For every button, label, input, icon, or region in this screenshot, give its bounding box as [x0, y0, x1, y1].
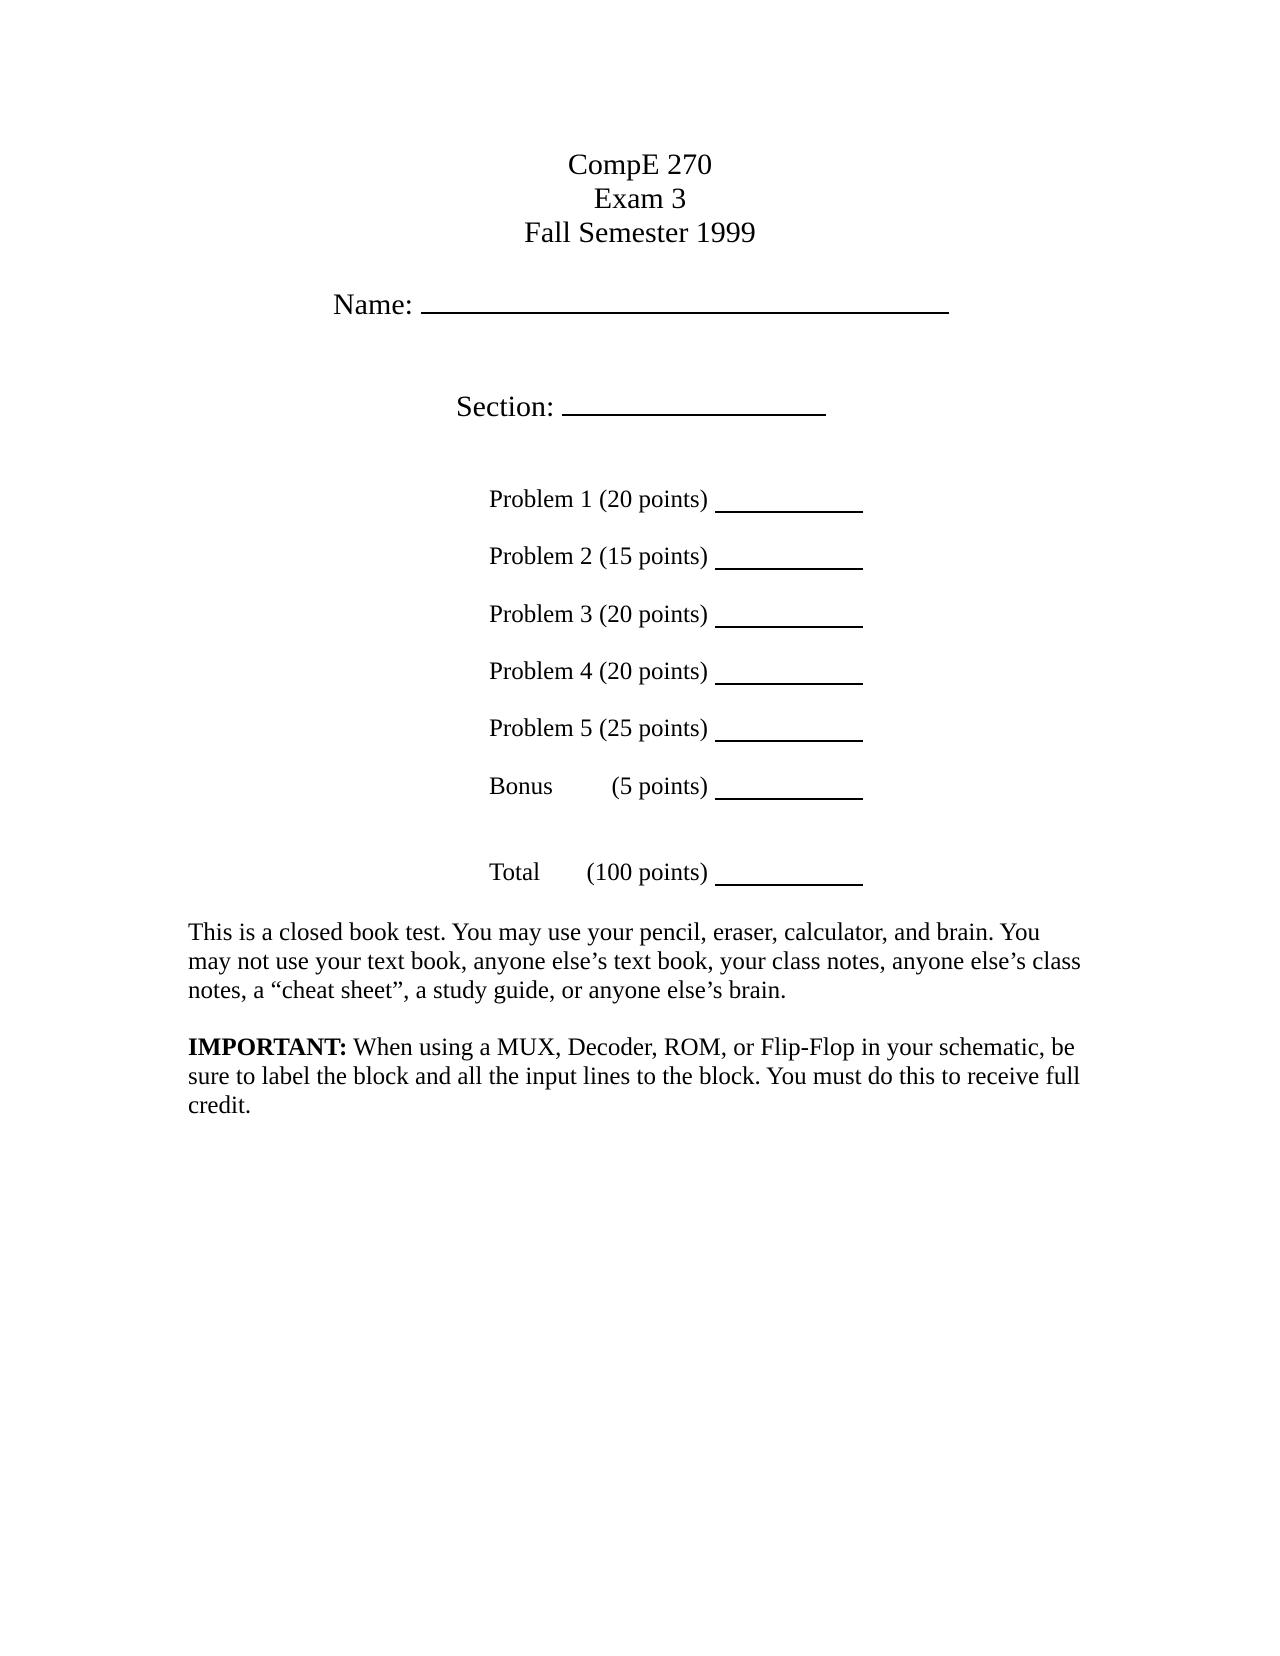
row-label: Problem 4	[489, 658, 593, 685]
score-blank[interactable]	[715, 884, 863, 886]
row-points: (100 points)	[586, 859, 708, 886]
name-field	[333, 286, 949, 322]
score-blank[interactable]	[715, 740, 863, 742]
row-points: (25 points)	[598, 715, 708, 742]
score-blank[interactable]	[715, 798, 863, 800]
score-blank[interactable]	[715, 626, 863, 628]
row-label: Total	[489, 859, 541, 886]
row-label: Problem 1	[489, 486, 593, 513]
important-label: IMPORTANT:	[188, 1034, 348, 1061]
closed-book-instructions: This is a closed book test. You may use your pencil, eraser, calculator, and brain. You may not use your text book, anyone else’s text book, your class notes, anyone else’s class notes, a “cheat sheet”, a study guide, or anyone else’s brain.	[188, 919, 1081, 1004]
exam-title: Exam 3	[593, 182, 687, 215]
course-title: CompE 270	[567, 148, 713, 181]
section-field	[456, 388, 826, 424]
score-row-problem-2	[489, 542, 869, 572]
score-row-problem-4	[489, 657, 869, 687]
name-blank[interactable]	[421, 286, 949, 314]
row-label: Problem 3	[489, 601, 593, 628]
important-instructions	[188, 1033, 1088, 1120]
name-label: Name:	[333, 288, 413, 321]
score-row-total	[489, 858, 869, 888]
score-blank[interactable]	[715, 568, 863, 570]
section-blank[interactable]	[562, 388, 826, 416]
row-label: Problem 2	[489, 543, 593, 570]
row-points: (20 points)	[598, 486, 708, 513]
score-row-problem-1	[489, 485, 869, 515]
score-row-problem-3	[489, 600, 869, 630]
exam-header	[0, 148, 1280, 250]
row-label: Problem 5	[489, 715, 593, 742]
important-text: When using a MUX, Decoder, ROM, or Flip-Flop in your schematic, be sure to label the block and all the input lines to the block. You must do this to receive full credit.	[188, 1034, 1081, 1119]
score-blank[interactable]	[715, 511, 863, 513]
score-row-bonus	[489, 772, 869, 802]
row-points: (15 points)	[598, 543, 708, 570]
score-row-problem-5	[489, 714, 869, 744]
term-title: Fall Semester 1999	[524, 216, 756, 249]
section-label: Section:	[456, 390, 555, 423]
row-points: (5 points)	[611, 773, 708, 800]
score-blank[interactable]	[715, 683, 863, 685]
row-points: (20 points)	[598, 658, 708, 685]
row-points: (20 points)	[598, 601, 708, 628]
row-label: Bonus	[489, 773, 553, 800]
